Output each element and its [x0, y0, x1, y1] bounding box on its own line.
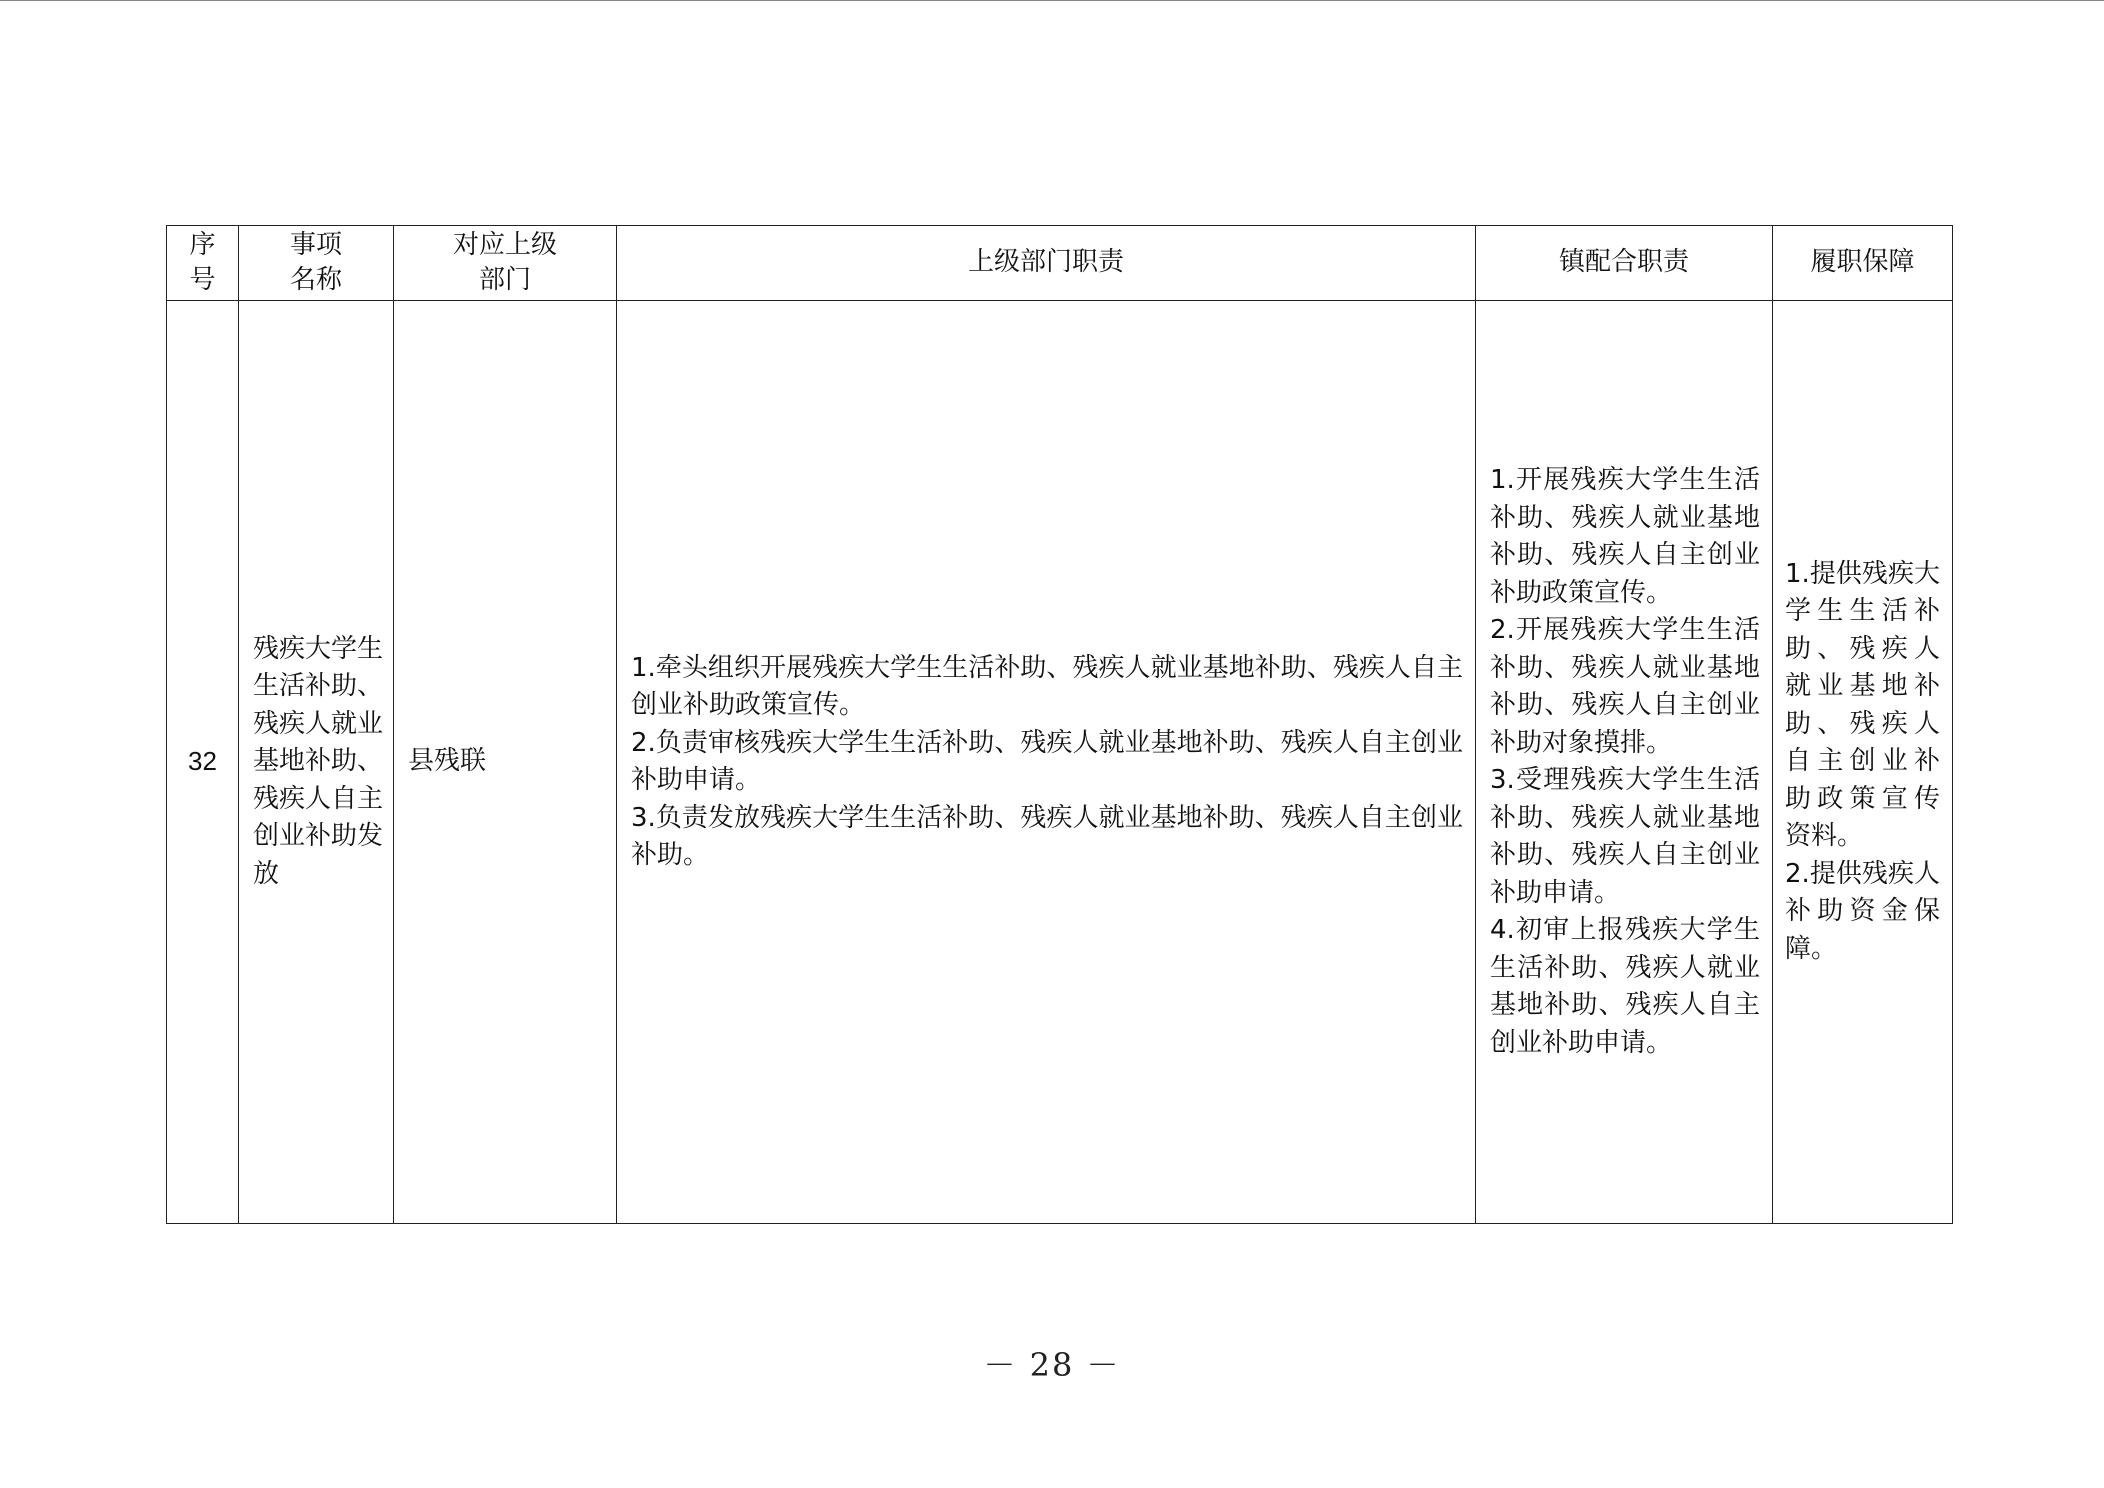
row-guarantee: [1773, 301, 1953, 1224]
town-duty-item-4: 4.初审上报残疾大学生生活补助、残疾人就业基地补助、残疾人自主创业补助申请。: [1490, 915, 1760, 1058]
header-superior-dept: [394, 226, 617, 301]
header-superior-duty: 上级部门职责: [617, 226, 1476, 301]
page-number: － 28 －: [983, 1346, 1121, 1384]
row-item-name-text: 残疾大学生生活补助、残疾人就业基地补助、残疾人自主创业补助发放: [253, 633, 384, 889]
row-index: 32: [167, 301, 239, 1224]
header-superior-dept-line-1: 对应上级: [452, 230, 557, 260]
header-item-name: [239, 226, 394, 301]
row-superior-dept: [394, 301, 617, 1224]
row-item-name: [239, 301, 394, 1224]
header-index-line-1: 序: [189, 230, 216, 260]
header-item-name-line-2: 名称: [289, 265, 342, 295]
page-top-edge: [0, 0, 2104, 1]
row-town-duty: [1476, 301, 1773, 1224]
header-town-duty: 镇配合职责: [1476, 226, 1773, 301]
header-guarantee: 履职保障: [1773, 226, 1953, 301]
superior-duty-item-2: 2.负责审核残疾大学生生活补助、残疾人就业基地补助、残疾人自主创业补助申请。: [631, 727, 1463, 795]
town-duty-item-3: 3.受理残疾大学生生活补助、残疾人就业基地补助、残疾人自主创业补助申请。: [1490, 765, 1760, 908]
row-superior-dept-text: 县残联: [408, 746, 487, 777]
duty-table: [166, 225, 1953, 1224]
header-item-name-line-1: 事项: [289, 230, 342, 260]
superior-duty-item-3: 3.负责发放残疾大学生生活补助、残疾人就业基地补助、残疾人自主创业补助。: [631, 802, 1463, 870]
header-index-line-2: 号: [189, 265, 216, 295]
header-superior-dept-line-2: 部门: [478, 265, 531, 295]
table-row: [167, 301, 1953, 1224]
row-superior-duty: [617, 301, 1476, 1224]
guarantee-item-2: 2.提供残疾人补助资金保障。: [1785, 858, 1940, 964]
town-duty-item-2: 2.开展残疾大学生生活补助、残疾人就业基地补助、残疾人自主创业补助对象摸排。: [1490, 615, 1760, 758]
table-header-row: [167, 226, 1953, 301]
header-index: [167, 226, 239, 301]
guarantee-item-1: 1.提供残疾大学生生活补助、残疾人就业基地补助、残疾人自主创业补助政策宣传资料。: [1785, 558, 1940, 852]
town-duty-item-1: 1.开展残疾大学生生活补助、残疾人就业基地补助、残疾人自主创业补助政策宣传。: [1490, 465, 1760, 608]
superior-duty-item-1: 1.牵头组织开展残疾大学生生活补助、残疾人就业基地补助、残疾人自主创业补助政策宣传。: [631, 652, 1463, 720]
